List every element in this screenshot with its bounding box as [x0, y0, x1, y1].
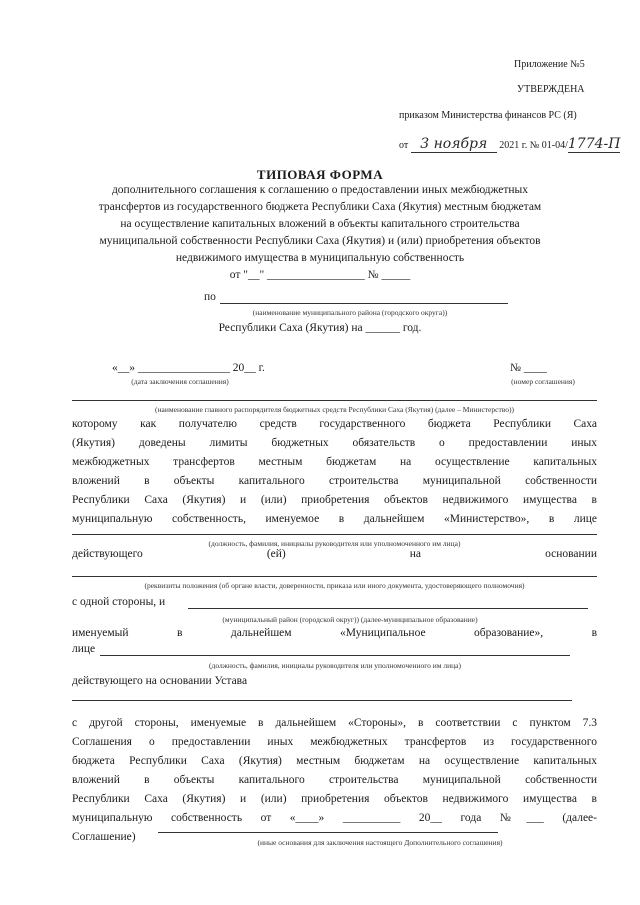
- municipal-underline: [188, 608, 588, 609]
- subtitle-line-5: недвижимого имущества в муниципальную собственность: [175, 252, 465, 264]
- acting-charter: действующего на основании Устава: [72, 675, 248, 687]
- one-side-label: с одной стороны, и: [72, 596, 166, 608]
- named-word: именуемый: [72, 627, 129, 639]
- subtitle-line-3: на осуществление капитальных вложений в объекты капитального строительства: [120, 218, 520, 230]
- po-caption: (наименование муниципального района (городского округа)): [252, 308, 448, 317]
- para1-line: муниципальную собственность, именуемое в дальнейшем «Министерство», в лице: [72, 513, 597, 525]
- paragraph-ministry: [72, 415, 597, 529]
- named-word: в: [591, 627, 597, 639]
- para2-line: с другой стороны, именуемые в дальнейшем «Стороны», в соответствии с пунктом 7.3: [72, 717, 597, 729]
- subtitle-line-2: трансфертов из государственного бюджета Республики Саха (Якутия) местным бюджетам: [98, 201, 542, 213]
- order-label: приказом Министерства финансов РС (Я): [399, 110, 577, 121]
- number-caption: (номер соглашения): [511, 377, 575, 386]
- named-word: дальнейшем: [230, 627, 292, 639]
- acting-word: действующего: [72, 548, 143, 560]
- republic-line: Республики Саха (Якутия) на ______ год.: [218, 322, 422, 334]
- date-prefix: от: [399, 140, 409, 151]
- named-word: «Муниципальное: [340, 627, 426, 639]
- named-line: [72, 627, 597, 639]
- named-word: образование»,: [474, 627, 544, 639]
- ot-line: от "__" _________________ № _____: [229, 269, 411, 281]
- charter-underline: [72, 700, 572, 701]
- basis-underline: [72, 576, 597, 577]
- para2-line: Соглашение): [72, 831, 136, 843]
- acting-line: [72, 548, 597, 560]
- face-label: лице: [72, 643, 96, 655]
- subtitle-line-1: дополнительного соглашения к соглашению о предоставлении иных межбюджетных: [111, 184, 529, 196]
- para2-line: вложений в объекты капитального строительства муниципальной собственности: [72, 774, 597, 786]
- handwritten-number: 1774-П: [567, 136, 621, 152]
- ministry-underline: [72, 400, 597, 401]
- agreement-date-line: «__» ________________ 20__ г.: [112, 362, 265, 374]
- para1-line: (Якутия) доведены лимиты бюджетных обязательств о предоставлении иных: [72, 437, 597, 449]
- para2-line: Соглашения о предоставлении иных межбюджетных трансфертов из государственного: [72, 736, 597, 748]
- other-underline: [158, 832, 498, 833]
- year-number: 2021 г. № 01-04/: [499, 140, 568, 151]
- paragraph-parties: [72, 714, 597, 847]
- appendix-label: Приложение №5: [514, 59, 585, 70]
- handwritten-date: 3 ноября: [411, 136, 497, 153]
- ministry-caption: (наименование главного распорядителя бюджетных средств Республики Саха (Якутия) (далее – Министерство)): [155, 405, 514, 414]
- para2-line: Республики Саха (Якутия) и (или) приобретения объектов недвижимого имущества в: [72, 793, 597, 805]
- acting-word: (ей): [266, 548, 286, 560]
- agreement-number-line: № ____: [510, 362, 547, 374]
- acting-word: основании: [545, 548, 597, 560]
- subtitle-line-4: муниципальной собственности Республики Саха (Якутия) и (или) приобретения объектов: [99, 235, 541, 247]
- official-caption-2: (должность, фамилия, инициалы руководителя или уполномоченного им лица): [209, 661, 461, 670]
- para2-line: муниципальную собственность от «____» __________ 20__ года №___ (далее-: [72, 812, 597, 824]
- official-underline: [72, 534, 597, 535]
- para1-line: вложений в объекты капитального строительства муниципальной собственности: [72, 475, 597, 487]
- para1-line: которому как получателю средств государственного бюджета Республики Саха: [72, 418, 597, 430]
- order-date-line: [399, 136, 620, 153]
- basis-caption: (реквизиты положения (об органе власти, доверенности, приказа или иного документа, удостоверяющего полномочия): [144, 581, 525, 590]
- po-label: по: [204, 291, 216, 303]
- approved-label: УТВЕРЖДЕНА: [517, 84, 585, 95]
- municipal-caption: (муниципальный район (городской округ)) (далее-муниципальное образование): [222, 615, 478, 624]
- para1-line: Республики Саха (Якутия) и (или) приобретения объектов недвижимого имущества в: [72, 494, 597, 506]
- po-underline: [220, 303, 508, 304]
- para2-line: бюджета Республики Саха (Якутия) местным бюджетам на осуществление капитальных: [72, 755, 597, 767]
- other-caption: (иные основания для заключения настоящего Дополнительного соглашения): [257, 838, 503, 847]
- official-caption: (должность, фамилия, инициалы руководителя или уполномоченного им лица): [208, 539, 461, 548]
- acting-word: на: [409, 548, 422, 560]
- para1-line: межбюджетных трансфертов местным бюджетам на осуществление капитальных: [72, 456, 597, 468]
- named-word: в: [177, 627, 183, 639]
- face-underline: [100, 655, 570, 656]
- document-title: ТИПОВАЯ ФОРМА: [256, 167, 384, 182]
- date-caption: (дата заключения соглашения): [131, 377, 229, 386]
